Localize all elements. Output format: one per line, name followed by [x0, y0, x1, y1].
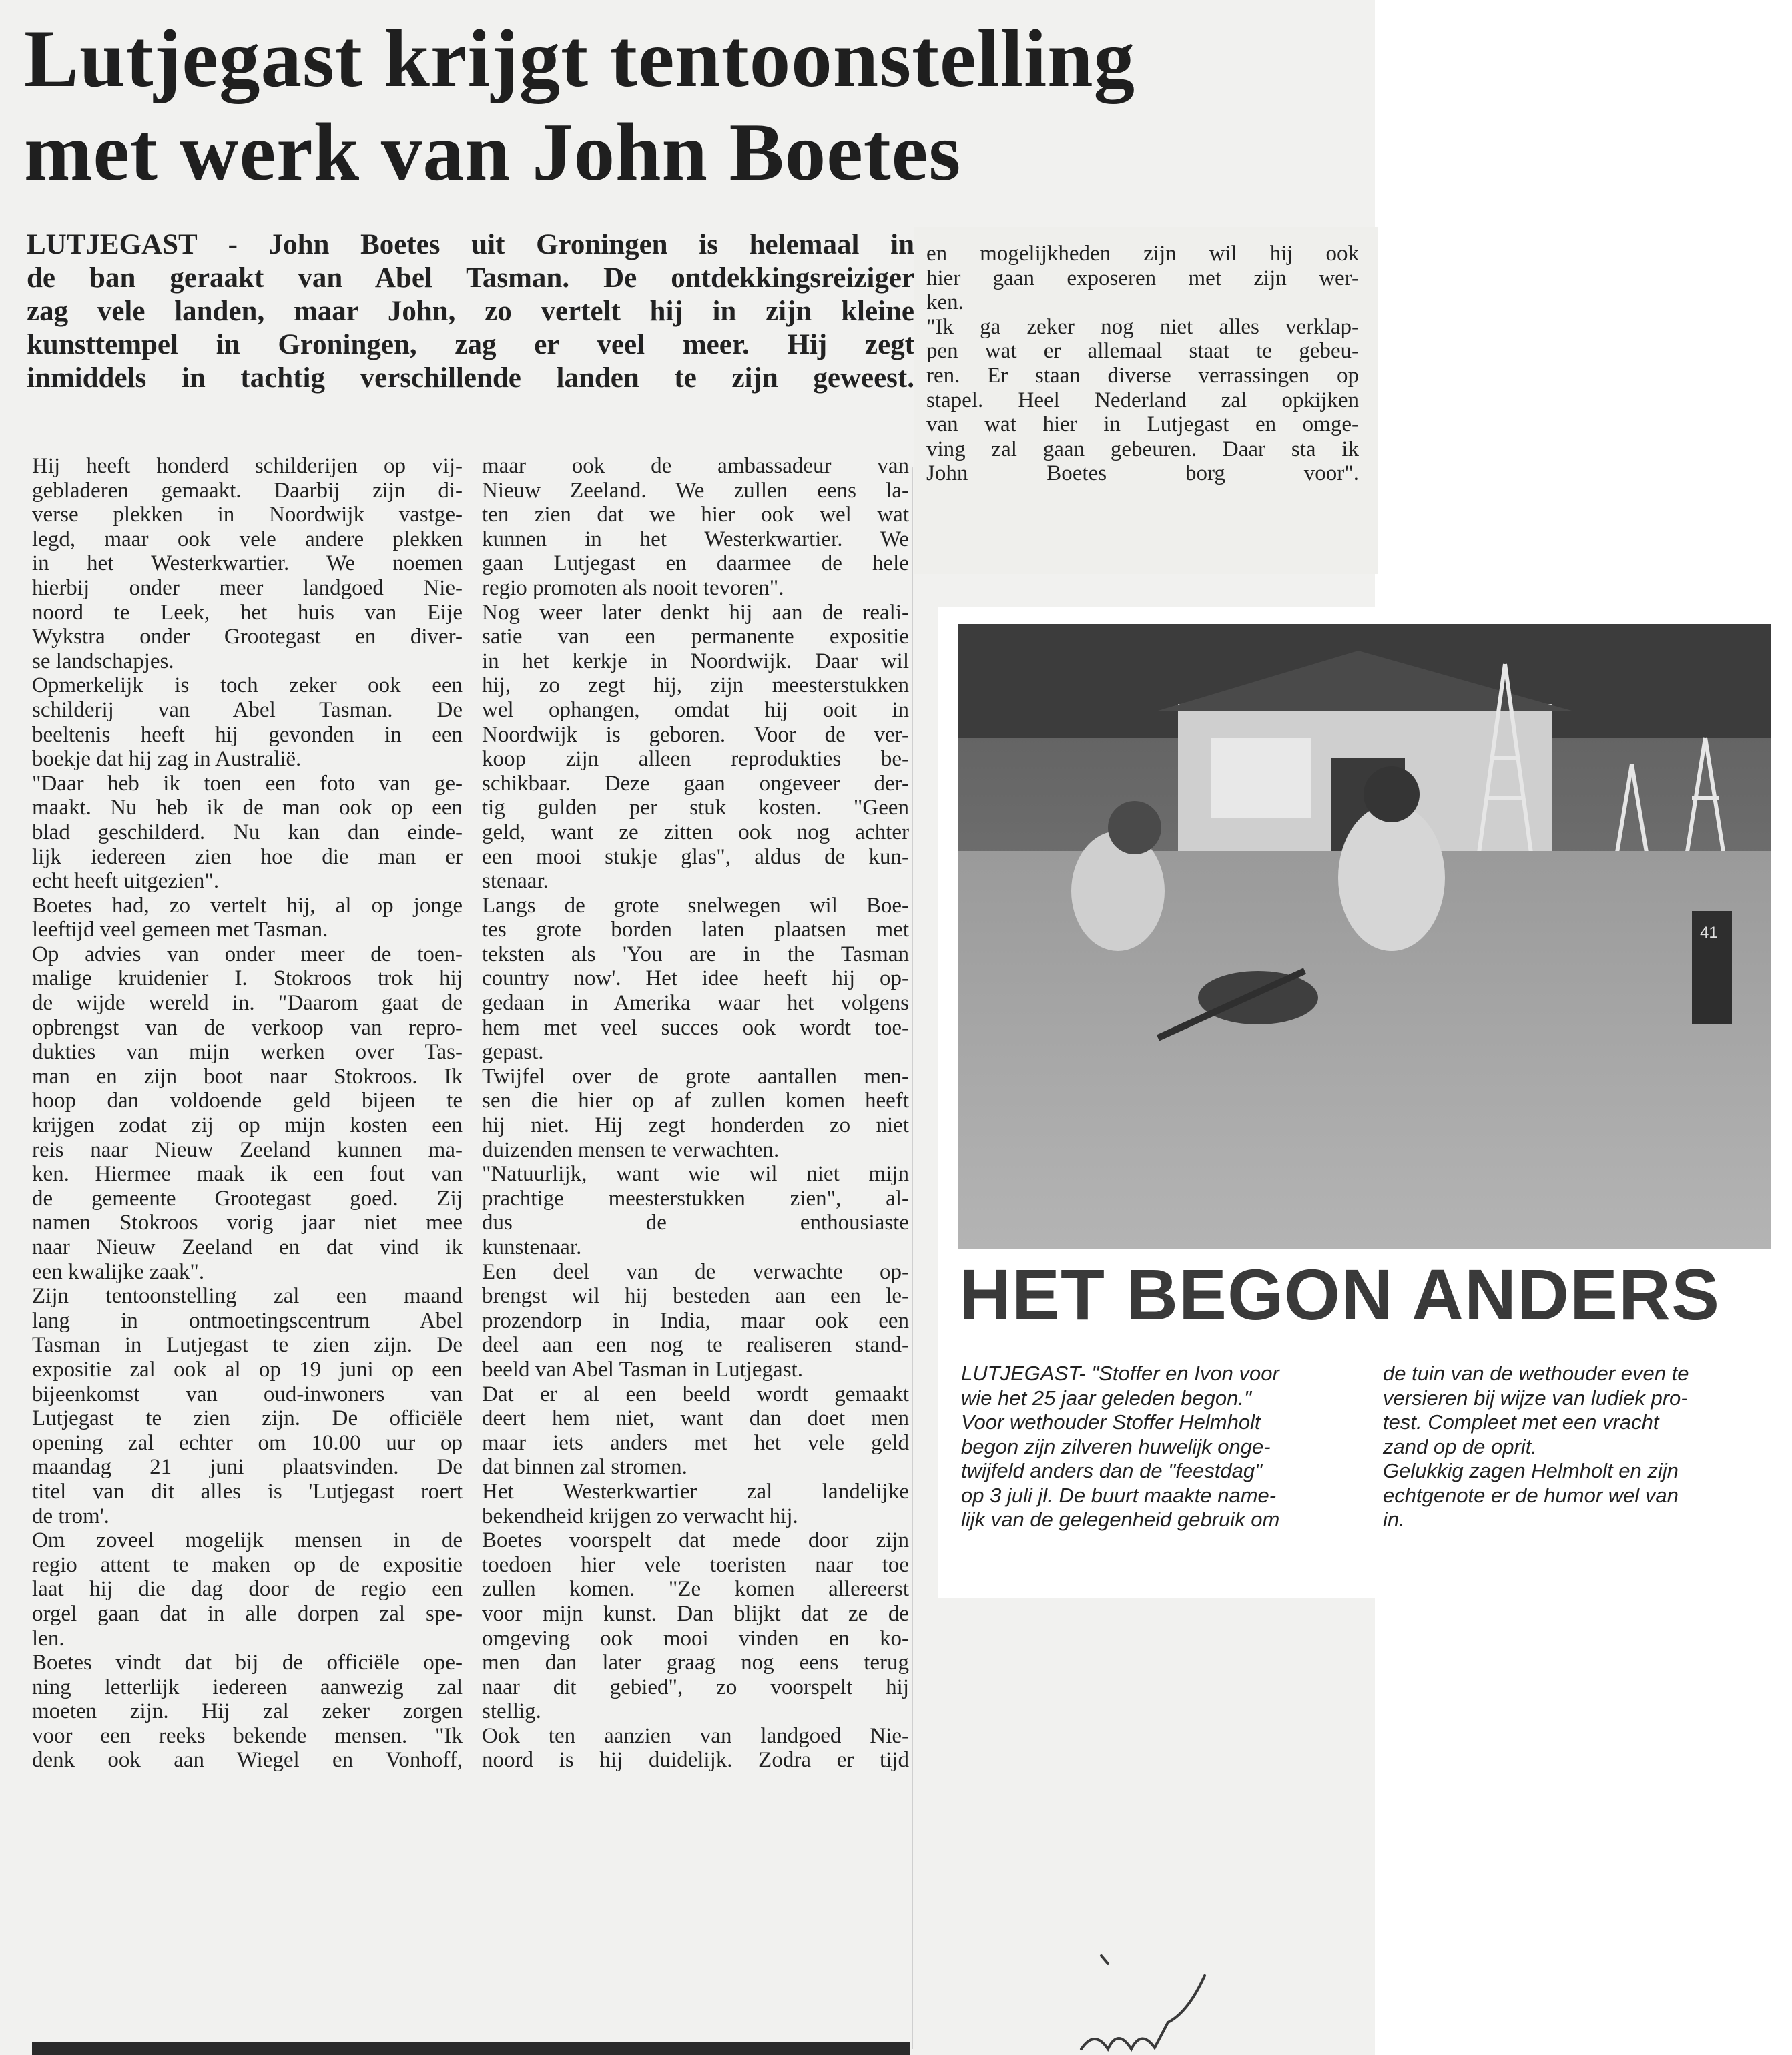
- text-line: legd, maar ook vele andere plekken: [32, 527, 463, 551]
- text-line: "Natuurlijk, want wie wil niet mijn: [482, 1162, 909, 1187]
- photo-story-headline: HET BEGON ANDERS: [959, 1254, 1721, 1335]
- text-line: Voor wethouder Stoffer Helmholt: [961, 1410, 1261, 1434]
- text-line: opbrengst van de verkoop van repro-: [32, 1015, 463, 1040]
- text-line: laat hij die dag door de regio een: [32, 1577, 463, 1602]
- photo-caption-left: [961, 1362, 1362, 1532]
- text-line: titel van dit alles is 'Lutjegast roert: [32, 1479, 463, 1504]
- text-line: pen wat er allemaal staat te gebeu-: [926, 339, 1359, 364]
- column-divider: [912, 467, 913, 2049]
- lead-line: zag vele landen, maar John, zo vertelt hij in zijn kleine: [27, 296, 914, 327]
- text-line: hij, zo zegt hij, zijn meesterstukken: [482, 673, 909, 698]
- text-line: noord te Leek, het huis van Eije: [32, 600, 463, 625]
- headline-line-2: met werk van John Boetes: [24, 106, 962, 198]
- text-line: zullen komen. "Ze komen allereerst: [482, 1577, 909, 1602]
- text-line: leeftijd veel gemeen met Tasman.: [32, 918, 328, 942]
- text-line: len.: [32, 1626, 65, 1651]
- text-line: beeld van Abel Tasman in Lutjegast.: [482, 1357, 803, 1382]
- text-line: lang in ontmoetingscentrum Abel: [32, 1308, 463, 1333]
- text-line: boekje dat hij zag in Australië.: [32, 747, 302, 772]
- text-line: maar ook de ambassadeur van: [482, 454, 909, 478]
- text-line: stenaar.: [482, 869, 549, 894]
- text-line: malige kruidenier I. Stokroos trok hij: [32, 966, 463, 991]
- bottom-rule: [32, 2042, 910, 2055]
- text-line: geld, want ze zitten ook nog achter: [482, 820, 909, 844]
- text-line: maakt. Nu heb ik de man ook op een: [32, 796, 463, 820]
- text-line: opening zal echter om 10.00 uur op: [32, 1430, 463, 1455]
- text-line: koop zijn alleen reprodukties be-: [482, 747, 909, 772]
- text-line: prozendorp in India, maar ook een: [482, 1308, 909, 1333]
- headline-line-1: Lutjegast krijgt tentoonstelling: [24, 13, 1136, 104]
- text-line: Het Westerkwartier zal landelijke: [482, 1479, 909, 1504]
- text-line: orgel gaan dat in alle dorpen zal spe-: [32, 1601, 463, 1626]
- text-line: Tasman in Lutjegast te zien zijn. De: [32, 1333, 463, 1358]
- text-line: kunnen in het Westerkwartier. We: [482, 527, 909, 551]
- text-line: echt heeft uitgezien".: [32, 869, 220, 894]
- text-line: country now'. Het idee heeft hij op-: [482, 966, 909, 991]
- text-line: toedoen hier vele toeristen naar toe: [482, 1552, 909, 1577]
- text-line: expositie zal ook al op 19 juni op een: [32, 1357, 463, 1382]
- article-column-1: [32, 454, 463, 1773]
- text-line: een mooi stukje glas", aldus de kun-: [482, 844, 909, 869]
- lead-line: inmiddels in tachtig verschillende landen te zijn geweest.: [27, 362, 914, 394]
- text-line: ten zien dat we hier ook wel wat: [482, 503, 909, 527]
- text-line: Zijn tentoonstelling zal een maand: [32, 1284, 463, 1309]
- text-line: van wat hier in Lutjegast en omge-: [926, 412, 1359, 437]
- text-line: Boetes had, zo vertelt hij, al op jonge: [32, 893, 463, 918]
- text-line: wel ophangen, omdat hij ooit in: [482, 697, 909, 722]
- text-line: Langs de grote snelwegen wil Boe-: [482, 893, 909, 918]
- text-line: Gelukkig zagen Helmholt en zijn: [1383, 1459, 1679, 1482]
- article-column-3: [926, 242, 1359, 486]
- text-line: test. Compleet met een vracht: [1383, 1410, 1659, 1434]
- text-line: Boetes voorspelt dat mede door zijn: [482, 1528, 909, 1553]
- text-line: satie van een permanente expositie: [482, 625, 909, 649]
- lead-line: LUTJEGAST - John Boetes uit Groningen is helemaal in: [27, 229, 914, 260]
- article-headline: [24, 12, 1352, 199]
- text-line: John Boetes borg voor".: [926, 461, 1359, 486]
- text-line: Ook ten aanzien van landgoed Nie-: [482, 1723, 909, 1748]
- text-line: gepast.: [482, 1040, 544, 1065]
- text-line: voor mijn kunst. Dan blijkt dat ze de: [482, 1601, 909, 1626]
- text-line: Dat er al een beeld wordt gemaakt: [482, 1382, 909, 1406]
- text-line: beeltenis heeft hij gevonden in een: [32, 722, 463, 747]
- text-line: de trom'.: [32, 1504, 109, 1528]
- text-line: man en zijn boot naar Stokroos. Ik: [32, 1064, 463, 1089]
- text-line: de wijde wereld in. "Daarom gaat de: [32, 991, 463, 1016]
- text-line: dukties van mijn werken over Tas-: [32, 1040, 463, 1065]
- text-line: kunstenaar.: [482, 1235, 582, 1259]
- text-line: twijfeld anders dan de "feestdag": [961, 1459, 1263, 1482]
- text-line: en mogelijkheden zijn wil hij ook: [926, 242, 1359, 266]
- article-column-2: [482, 454, 909, 1773]
- text-line: op 3 juli jl. De buurt maakte name-: [961, 1483, 1277, 1507]
- text-line: in het Westerkwartier. We noemen: [32, 551, 463, 576]
- text-line: Hij heeft honderd schilderijen op vij-: [32, 454, 463, 478]
- text-line: ken.: [926, 290, 964, 315]
- text-line: de tuin van de wethouder even te: [1383, 1362, 1689, 1385]
- text-line: hier gaan exposeren met zijn wer-: [926, 266, 1359, 290]
- text-line: teksten als 'You are in the Tasman: [482, 942, 909, 966]
- text-line: blad geschilderd. Nu kan dan einde-: [32, 820, 463, 844]
- text-line: sen die hier op af zullen komen heeft: [482, 1089, 909, 1113]
- text-line: ren. Er staan diverse verrassingen op: [926, 363, 1359, 388]
- text-line: naar Nieuw Zeeland en dat vind ik: [32, 1235, 463, 1259]
- text-line: "Daar heb ik toen een foto van ge-: [32, 771, 463, 796]
- text-line: ning letterlijk iedereen aanwezig zal: [32, 1675, 463, 1699]
- text-line: stapel. Heel Nederland zal opkijken: [926, 388, 1359, 412]
- text-line: Boetes vindt dat bij de officiële ope-: [32, 1651, 463, 1675]
- text-line: in.: [1383, 1508, 1405, 1531]
- text-line: reis naar Nieuw Zeeland kunnen ma-: [32, 1137, 463, 1162]
- text-line: Een deel van de verwachte op-: [482, 1259, 909, 1284]
- text-line: denk ook aan Wiegel en Vonhoff,: [32, 1748, 463, 1773]
- text-line: deel aan een nog te realiseren stand-: [482, 1333, 909, 1358]
- text-line: Op advies van onder meer de toen-: [32, 942, 463, 966]
- text-line: lijk van de gelegenheid gebruik om: [961, 1508, 1280, 1531]
- text-line: Twijfel over de grote aantallen men-: [482, 1064, 909, 1089]
- text-line: deert hem niet, want dan doet men: [482, 1406, 909, 1431]
- lead-line: de ban geraakt van Abel Tasman. De ontdekkingsreiziger: [27, 262, 914, 294]
- text-line: schilderij van Abel Tasman. De: [32, 697, 463, 722]
- text-line: regio attent te maken op de expositie: [32, 1552, 463, 1577]
- text-line: brengst wil hij besteden aan een le-: [482, 1284, 909, 1309]
- lead-line: kunsttempel in Groningen, zag er veel meer. Hij zegt: [27, 329, 914, 360]
- text-line: dus de enthousiaste: [482, 1211, 909, 1235]
- text-line: Opmerkelijk is toch zeker ook een: [32, 673, 463, 698]
- text-line: namen Stokroos vorig jaar niet mee: [32, 1211, 463, 1235]
- text-line: wie het 25 jaar geleden begon.": [961, 1386, 1251, 1410]
- text-line: schikbaar. Deze gaan ongeveer der-: [482, 771, 909, 796]
- text-line: moeten zijn. Hij zal zeker zorgen: [32, 1699, 463, 1724]
- text-line: hoop dan voldoende geld bijeen te: [32, 1089, 463, 1113]
- text-line: Lutjegast te zien zijn. De officiële: [32, 1406, 463, 1431]
- text-line: bijeenkomst van oud-inwoners van: [32, 1382, 463, 1406]
- text-line: regio promoten als nooit tevoren".: [482, 575, 784, 600]
- photo-illustration: [958, 624, 1771, 1249]
- text-line: krijgen zodat zij op mijn kosten een: [32, 1113, 463, 1138]
- text-line: duizenden mensen te verwachten.: [482, 1137, 780, 1162]
- house-number-sign: 41: [1700, 924, 1718, 942]
- text-line: noord is hij duidelijk. Zodra er tijd: [482, 1748, 909, 1773]
- text-line: Om zoveel mogelijk mensen in de: [32, 1528, 463, 1553]
- text-line: voor een reeks bekende mensen. "Ik: [32, 1723, 463, 1748]
- text-line: Nieuw Zeeland. We zullen eens la-: [482, 478, 909, 503]
- text-line: tig gulden per stuk kosten. "Geen: [482, 796, 909, 820]
- text-line: in het kerkje in Noordwijk. Daar wil: [482, 649, 909, 673]
- text-line: "Ik ga zeker nog niet alles verklap-: [926, 314, 1359, 339]
- text-line: hierbij onder meer landgoed Nie-: [32, 575, 463, 600]
- text-line: de gemeente Grootegast goed. Zij: [32, 1186, 463, 1211]
- photo-caption-right: [1383, 1362, 1783, 1532]
- text-line: maar iets anders met het vele geld: [482, 1430, 909, 1455]
- news-photo: [958, 624, 1771, 1249]
- text-line: gedaan in Amerika waar het volgens: [482, 991, 909, 1016]
- text-line: bekendheid krijgen zo verwacht hij.: [482, 1504, 798, 1528]
- text-line: se landschapjes.: [32, 649, 174, 673]
- text-line: zand op de oprit.: [1383, 1434, 1537, 1458]
- text-line: een kwalijke zaak".: [32, 1259, 205, 1284]
- text-line: ving zal gaan gebeuren. Daar sta ik: [926, 436, 1359, 461]
- text-line: maandag 21 juni plaatsvinden. De: [32, 1455, 463, 1480]
- article-lead: [27, 228, 914, 395]
- text-line: hem met veel succes ook wordt toe-: [482, 1015, 909, 1040]
- text-line: Noordwijk is geboren. Voor de ver-: [482, 722, 909, 747]
- text-line: verse plekken in Noordwijk vastge-: [32, 503, 463, 527]
- text-line: gebladeren gemaakt. Daarbij zijn di-: [32, 478, 463, 503]
- handwritten-scribble: [1055, 1949, 1228, 2055]
- text-line: prachtige meesterstukken zien", al-: [482, 1186, 909, 1211]
- text-line: dat binnen zal stromen.: [482, 1455, 687, 1480]
- text-line: versieren bij wijze van ludiek pro-: [1383, 1386, 1688, 1410]
- text-line: LUTJEGAST- "Stoffer en Ivon voor: [961, 1362, 1279, 1385]
- text-line: omgeving ook mooi vinden en ko-: [482, 1626, 909, 1651]
- text-line: stellig.: [482, 1699, 541, 1724]
- text-line: Wykstra onder Grootegast en diver-: [32, 625, 463, 649]
- text-line: gaan Lutjegast en daarmee de hele: [482, 551, 909, 576]
- text-line: naar dit gebied", zo voorspelt hij: [482, 1675, 909, 1699]
- text-line: begon zijn zilveren huwelijk onge-: [961, 1434, 1271, 1458]
- text-line: lijk iedereen zien hoe die man er: [32, 844, 463, 869]
- text-line: ken. Hiermee maak ik een fout van: [32, 1162, 463, 1187]
- text-line: hij niet. Hij zegt honderden zo niet: [482, 1113, 909, 1138]
- text-line: men dan later graag nog eens terug: [482, 1651, 909, 1675]
- text-line: tes grote borden laten plaatsen met: [482, 918, 909, 942]
- text-line: echtgenote er de humor wel van: [1383, 1483, 1679, 1507]
- text-line: Nog weer later denkt hij aan de reali-: [482, 600, 909, 625]
